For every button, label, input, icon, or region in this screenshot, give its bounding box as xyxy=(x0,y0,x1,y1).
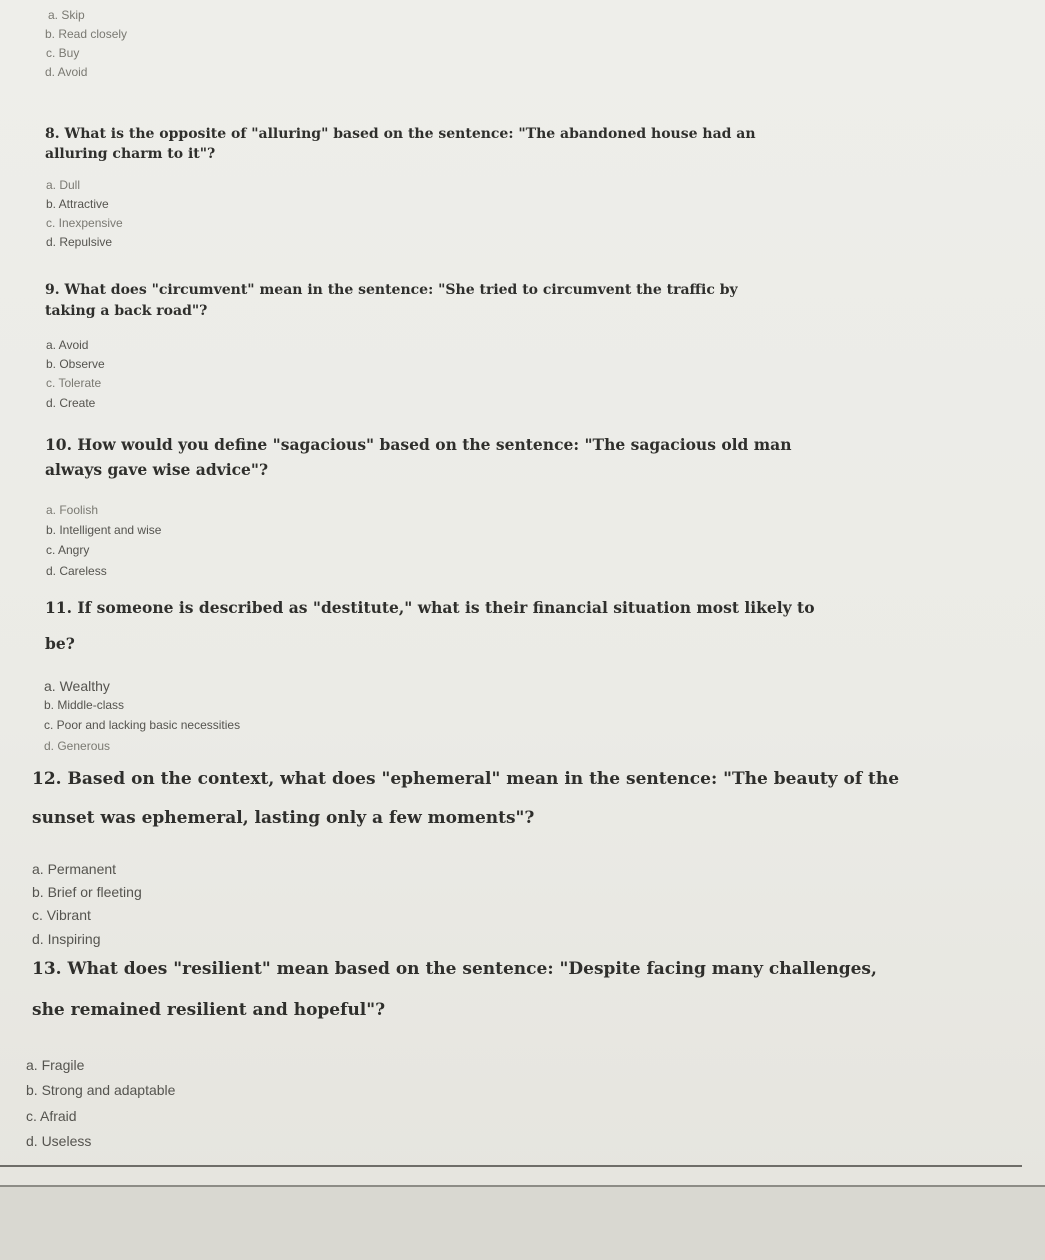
question-9-option-d: d. Create xyxy=(46,396,96,410)
question-12-line-1: 12. Based on the context, what does "ephemeral" mean in the sentence: "The beauty of the xyxy=(32,769,900,789)
question-13-option-a: a. Fragile xyxy=(26,1057,85,1073)
top-option-d: d. Avoid xyxy=(45,65,88,79)
question-11-option-d: d. Generous xyxy=(44,739,111,753)
question-11-option-c: c. Poor and lacking basic necessities xyxy=(44,718,241,732)
question-8-line-1: 8. What is the opposite of "alluring" based on the sentence: "The abandoned house had an xyxy=(45,126,756,142)
question-10-option-a: a. Foolish xyxy=(46,503,99,517)
question-9-option-b: b. Observe xyxy=(46,357,105,371)
question-13-line-1: 13. What does "resilient" mean based on the sentence: "Despite facing many challenges, xyxy=(32,959,877,979)
question-13-option-b: b. Strong and adaptable xyxy=(26,1082,176,1098)
question-8-option-d: d. Repulsive xyxy=(46,235,113,249)
question-8-option-c: c. Inexpensive xyxy=(46,216,123,230)
question-13-line-2: she remained resilient and hopeful"? xyxy=(32,1000,386,1020)
top-option-b: b. Read closely xyxy=(45,27,128,41)
question-9-line-2: taking a back road"? xyxy=(45,303,208,319)
question-8-line-2: alluring charm to it"? xyxy=(45,146,216,162)
question-8-option-a: a. Dull xyxy=(46,178,81,192)
question-11-line-2: be? xyxy=(45,634,75,653)
question-12-option-c: c. Vibrant xyxy=(32,907,91,923)
question-12-line-2: sunset was ephemeral, lasting only a few moments"? xyxy=(32,808,535,828)
top-option-c: c. Buy xyxy=(46,46,80,60)
question-9-option-c: c. Tolerate xyxy=(46,376,102,390)
question-11-option-a: a. Wealthy xyxy=(44,678,110,694)
top-option-a: a. Skip xyxy=(48,8,85,22)
question-10-line-1: 10. How would you define "sagacious" based on the sentence: "The sagacious old man xyxy=(45,435,792,454)
question-12-option-b: b. Brief or fleeting xyxy=(32,884,142,900)
question-12-option-a: a. Permanent xyxy=(32,861,117,877)
question-11-line-1: 11. If someone is described as "destitute," what is their financial situation most likely to xyxy=(45,598,815,617)
question-8-option-b: b. Attractive xyxy=(46,197,109,211)
question-10-option-c: c. Angry xyxy=(46,543,90,557)
question-12-option-d: d. Inspiring xyxy=(32,931,101,947)
question-13-option-c: c. Afraid xyxy=(26,1108,77,1124)
question-9-line-1: 9. What does "circumvent" mean in the sentence: "She tried to circumvent the traffic by xyxy=(45,282,738,298)
question-9-option-a: a. Avoid xyxy=(46,338,89,352)
question-11-option-b: b. Middle-class xyxy=(44,698,125,712)
question-10-option-b: b. Intelligent and wise xyxy=(46,523,162,537)
bottom-divider xyxy=(0,1165,1022,1167)
question-13-option-d: d. Useless xyxy=(26,1133,92,1149)
question-10-line-2: always gave wise advice"? xyxy=(45,460,269,479)
question-10-option-d: d. Careless xyxy=(46,564,107,578)
